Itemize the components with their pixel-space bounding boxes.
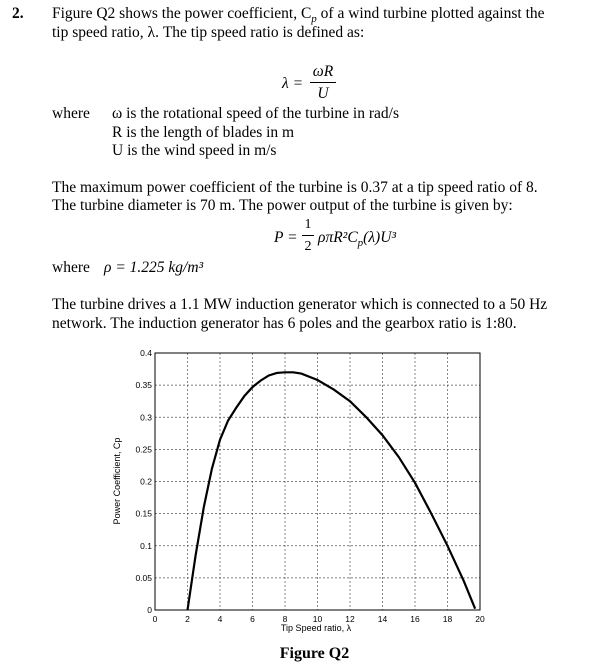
para3-line-2: network. The induction generator has 6 poles and the gearbox ratio is 1:80. bbox=[52, 315, 517, 332]
chart-grid bbox=[155, 353, 480, 610]
para3-line-1: The turbine drives a 1.1 MW induction generator which is connected to a 50 Hz bbox=[52, 296, 548, 313]
y-tick-label: 0.4 bbox=[140, 348, 152, 358]
eq2-fraction-bar bbox=[302, 235, 314, 236]
eq1-numerator: ωR bbox=[312, 63, 334, 80]
intro-text-b: of a wind turbine plotted against the bbox=[316, 5, 545, 22]
eq2-rhs-a: ρπR²C bbox=[318, 229, 358, 246]
intro-subscript: p bbox=[311, 13, 317, 26]
x-tick-label: 10 bbox=[312, 614, 323, 624]
eq2-rhs-b: (λ)U³ bbox=[363, 229, 397, 246]
y-tick-label: 0.1 bbox=[140, 540, 152, 551]
y-tick-label: 0.25 bbox=[135, 444, 152, 455]
y-tick-label: 0.3 bbox=[140, 412, 152, 423]
x-tick-label: 4 bbox=[217, 614, 223, 624]
x-tick-label: 20 bbox=[475, 614, 485, 624]
x-tick-label: 16 bbox=[410, 614, 420, 624]
x-tick-label: 2 bbox=[185, 614, 190, 624]
where1-line-1: ω is the rotational speed of the turbine in rad/s bbox=[112, 105, 399, 122]
y-tick-label: 0.35 bbox=[135, 380, 152, 391]
eq1-fraction-bar bbox=[310, 82, 336, 83]
x-tick-label: 12 bbox=[345, 614, 355, 624]
intro-line-2: tip speed ratio, λ. The tip speed ratio is defined as: bbox=[52, 24, 365, 41]
para2-line-2: The turbine diameter is 70 m. The power output of the turbine is given by: bbox=[52, 197, 513, 214]
intro-text-a: Figure Q2 shows the power coefficient, C bbox=[52, 5, 312, 22]
x-tick-label: 18 bbox=[442, 614, 453, 624]
x-axis-label: Tip Speed ratio, λ bbox=[280, 623, 352, 633]
where-label-2: where bbox=[52, 259, 90, 276]
y-axis-label: Power Coefficient, Cp bbox=[112, 437, 122, 525]
power-coefficient-chart bbox=[0, 340, 615, 640]
eq1-lhs: λ = bbox=[282, 75, 304, 92]
eq1-fraction bbox=[310, 62, 336, 103]
density-value: ρ = 1.225 kg/m³ bbox=[104, 259, 204, 276]
x-tick-label: 8 bbox=[282, 614, 288, 624]
eq2-rhs bbox=[318, 228, 396, 253]
question-number: 2. bbox=[12, 5, 24, 22]
where1-line-2: R is the length of blades in m bbox=[112, 124, 295, 141]
y-tick-label: 0.2 bbox=[140, 476, 152, 487]
x-tick-label: 14 bbox=[377, 614, 388, 624]
y-tick-label: 0 bbox=[147, 605, 152, 615]
eq1-denominator: U bbox=[317, 85, 329, 102]
where1-line-3: U is the wind speed in m/s bbox=[112, 142, 277, 159]
cp-curve-line bbox=[188, 372, 476, 610]
y-axis-ticks bbox=[135, 348, 152, 615]
eq2-numerator: 1 bbox=[304, 217, 312, 232]
y-tick-label: 0.05 bbox=[135, 572, 152, 583]
eq2-lhs: P = bbox=[274, 229, 298, 246]
where-label-1: where bbox=[52, 105, 90, 122]
eq2-denominator: 2 bbox=[304, 239, 312, 254]
y-tick-label: 0.15 bbox=[135, 508, 152, 519]
x-tick-label: 6 bbox=[250, 614, 255, 624]
x-tick-label: 0 bbox=[152, 614, 158, 624]
figure-caption: Figure Q2 bbox=[279, 645, 350, 662]
para2-line-1: The maximum power coefficient of the turbine is 0.37 at a tip speed ratio of 8. bbox=[52, 179, 538, 196]
eq2-subscript: p bbox=[357, 237, 364, 250]
eq2-fraction bbox=[302, 215, 314, 256]
